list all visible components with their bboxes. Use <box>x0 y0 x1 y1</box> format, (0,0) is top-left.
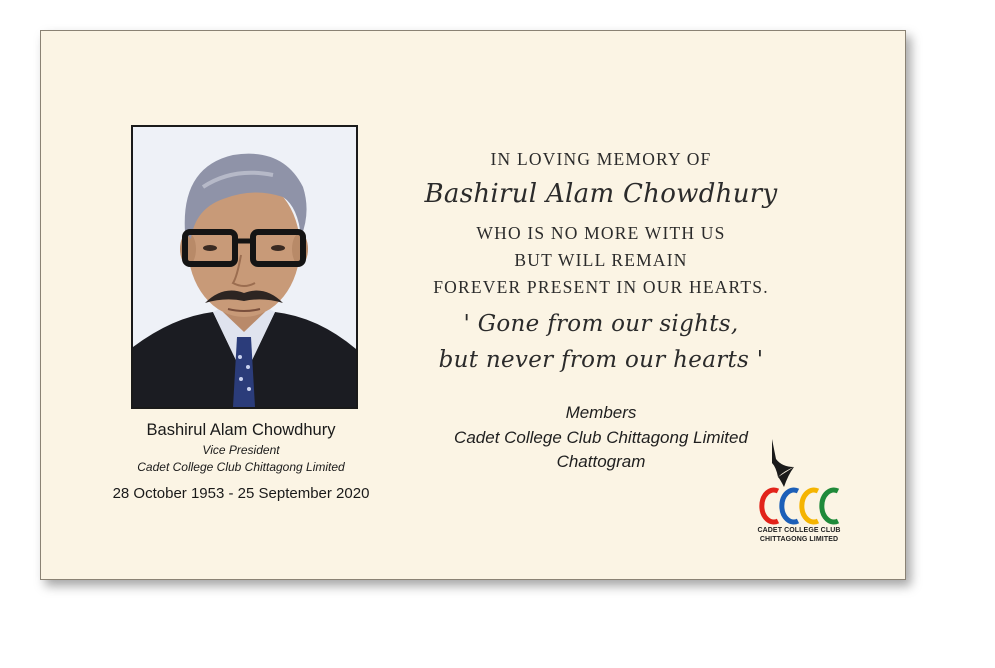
memorial-line-3: WHO IS NO MORE WITH US <box>476 223 726 243</box>
memorial-card <box>40 30 906 580</box>
memorial-quote-2: but never from our hearts ' <box>438 347 764 373</box>
portrait-organization: Cadet College Club Chittagong Limited <box>137 460 345 474</box>
signature-city: Chattogram <box>556 452 646 471</box>
memorial-heading: IN LOVING MEMORY OF <box>490 149 712 169</box>
memorial-name: Bashirul Alam Chowdhury <box>424 179 778 209</box>
portrait-name: Bashirul Alam Chowdhury <box>146 421 336 439</box>
memorial-line-4: BUT WILL REMAIN <box>514 250 688 270</box>
signature-members: Members <box>565 403 637 422</box>
portrait-photo <box>131 125 358 409</box>
club-logo <box>754 437 844 547</box>
portrait-illustration <box>133 127 356 407</box>
portrait-dates: 28 October 1953 - 25 September 2020 <box>112 485 370 502</box>
logo-text-line-1: CADET COLLEGE CLUB <box>757 527 841 534</box>
signature-organization: Cadet College Club Chittagong Limited <box>454 428 748 447</box>
memorial-quote-1: ' Gone from our sights, <box>463 311 739 337</box>
memorial-line-5: FOREVER PRESENT IN OUR HEARTS. <box>433 277 769 297</box>
portrait-title: Vice President <box>202 443 280 457</box>
club-logo-icon <box>754 437 844 527</box>
logo-text-line-2: CHITTAGONG LIMITED <box>759 536 839 543</box>
